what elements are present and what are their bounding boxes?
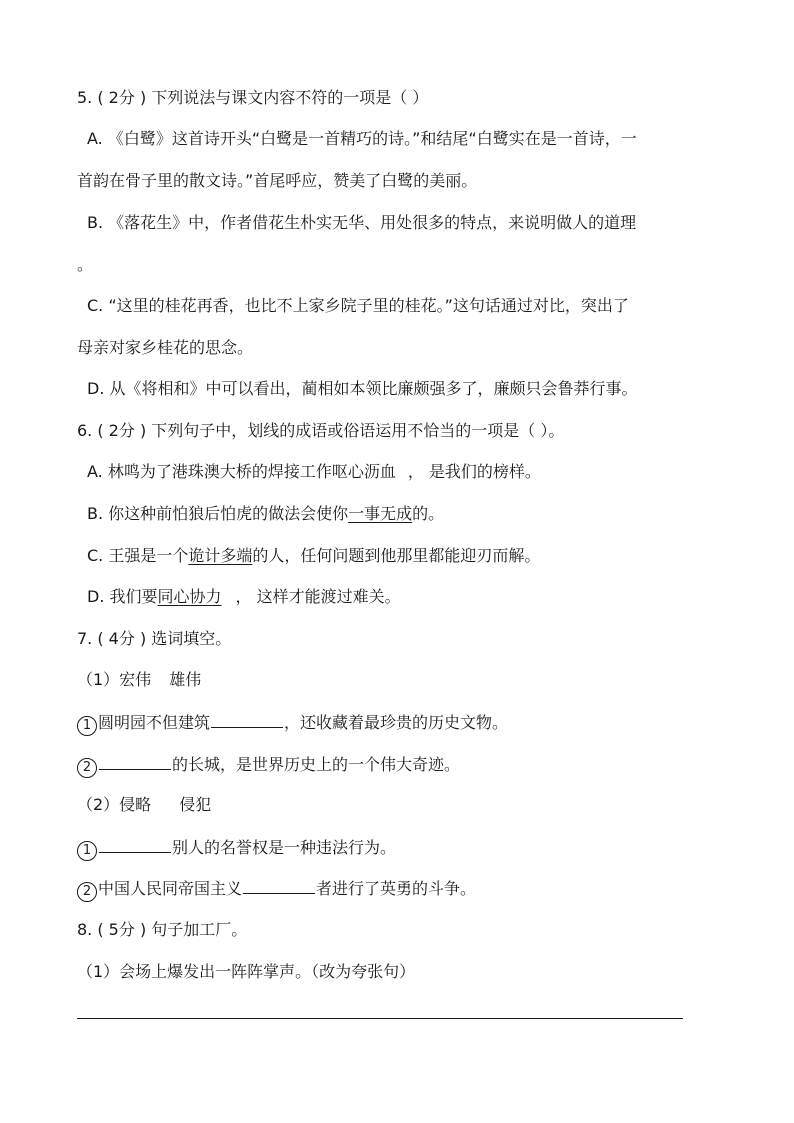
question-8-item1: （1）会场上爆发出一阵阵掌声。（改为夸张句） [77, 962, 416, 981]
question-6-option-a [87, 461, 541, 483]
item-text: 中国人民同帝国主义 [98, 879, 243, 898]
question-5-option-c-line1: C. “这里的桂花再香，也比不上家乡院子里的桂花。”这句话通过对比，突出了 [87, 296, 629, 315]
fill-blank[interactable] [99, 836, 171, 853]
question-6-option-b [87, 503, 444, 525]
answer-line[interactable] [77, 1018, 683, 1019]
question-7-group2-item1 [77, 836, 396, 861]
option-b-text: B. 你这种前怕狼后怕虎的做法会使你 [87, 504, 349, 523]
item-text-tail: ，还收藏着最珍贵的历史文物。 [284, 713, 509, 732]
item-text: 圆明园不但建筑 [98, 713, 211, 732]
question-7-group1-item2 [77, 753, 460, 778]
question-8-title: 8. ( 5分 ) 句子加工厂。 [77, 920, 248, 939]
question-6-title: 6. ( 2分 ) 下列句子中，划线的成语或俗语运用不恰当的一项是（ ）。 [77, 421, 565, 440]
group1-label: （1）宏伟 [77, 670, 152, 689]
underlined-idiom: 一事无成 [348, 504, 413, 523]
fill-blank[interactable] [211, 711, 283, 728]
circled-number: 2 [77, 758, 97, 778]
underlined-idiom: 诡计多端 [188, 546, 253, 565]
question-5-title: 5. ( 2分 ) 下列说法与课文内容不符的一项是（ ） [77, 88, 429, 107]
circled-number: 1 [77, 716, 97, 736]
underlined-idiom: 同心协力 [157, 587, 222, 606]
option-a-text: A. 林鸣为了港珠澳大桥的焊接工作呕心沥血 [87, 462, 396, 481]
question-7-title: 7. ( 4分 ) 选词填空。 [77, 629, 232, 648]
option-c-text: C. 王强是一个 [87, 546, 189, 565]
option-a-tail: ， 是我们的榜样。 [407, 462, 541, 481]
item-text-tail: 别人的名誉权是一种违法行为。 [172, 838, 397, 857]
group2-label: （2）侵略 [77, 795, 152, 814]
option-c-tail: 的人，任何问题到他那里都能迎刃而解。 [252, 546, 541, 565]
option-b-tail: 的。 [412, 504, 445, 523]
fill-blank[interactable] [243, 877, 315, 894]
question-7-group2-item2 [77, 877, 476, 902]
circled-number: 1 [77, 841, 97, 861]
question-5-option-a-line1: A. 《白鹭》这首诗开头“白鹭是一首精巧的诗。”和结尾“白鹭实在是一首诗，一 [87, 129, 637, 148]
item-text-tail: 的长城，是世界历史上的一个伟大奇迹。 [172, 755, 461, 774]
group2-word2: 侵犯 [179, 795, 212, 814]
option-d-text: D. 我们要 [87, 587, 158, 606]
option-d-tail: ， 这样才能渡过难关。 [235, 587, 401, 606]
question-5-option-d: D. 从《将相和》中可以看出，蔺相如本领比廉颇强多了，廉颇只会鲁莽行事。 [87, 379, 638, 398]
group1-word2: 雄伟 [169, 670, 202, 689]
question-6-option-c [87, 545, 540, 567]
question-5-option-b-line1: B. 《落花生》中，作者借花生朴实无华、用处很多的特点，来说明做人的道理 [87, 213, 637, 232]
question-7-group2-words [77, 794, 211, 816]
question-7-group1-item1 [77, 711, 508, 736]
question-7-group1-words [77, 669, 201, 691]
question-6-option-d [87, 586, 401, 608]
fill-blank[interactable] [99, 753, 171, 770]
question-5-option-b-line2: 。 [77, 255, 94, 274]
circled-number: 2 [77, 882, 97, 902]
question-5-option-c-line2: 母亲对家乡桂花的思念。 [77, 338, 254, 357]
question-5-option-a-line2: 首韵在骨子里的散文诗。”首尾呼应，赞美了白鹭的美丽。 [77, 171, 478, 190]
item-text-tail: 者进行了英勇的斗争。 [316, 879, 477, 898]
